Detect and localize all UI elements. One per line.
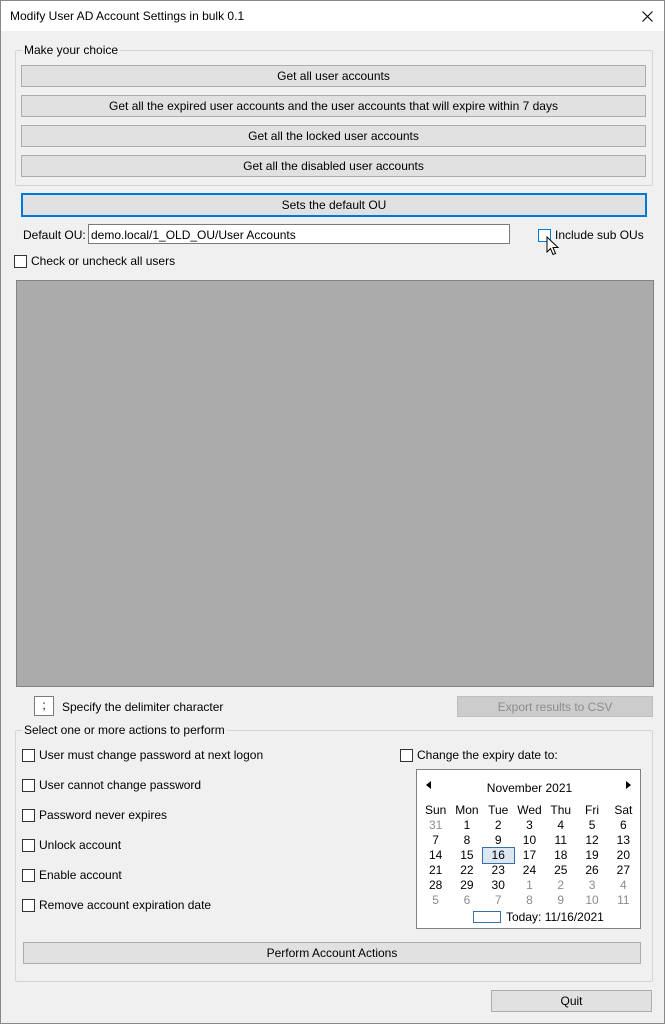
- change-expiry-label: Change the expiry date to:: [417, 748, 558, 762]
- include-sub-ous-label: Include sub OUs: [555, 228, 644, 242]
- calendar-week-row: [420, 878, 639, 893]
- calendar-month-label[interactable]: November 2021: [486, 781, 573, 795]
- weekday-label: Mon: [455, 803, 479, 817]
- calendar-day[interactable]: 1: [463, 818, 471, 832]
- calendar-day[interactable]: 11: [617, 893, 630, 907]
- calendar-day[interactable]: 11: [554, 833, 567, 847]
- cannot-change-password-label: User cannot change password: [39, 778, 202, 792]
- calendar-today-link[interactable]: [473, 910, 604, 924]
- calendar-day[interactable]: 1: [526, 878, 533, 892]
- calendar-day[interactable]: 10: [585, 893, 599, 907]
- calendar-day[interactable]: 17: [522, 848, 537, 862]
- cannot-change-password-checkbox[interactable]: [22, 779, 35, 792]
- calendar-day[interactable]: 25: [554, 863, 568, 877]
- calendar-day[interactable]: 26: [585, 863, 599, 877]
- weekday-label: Thu: [550, 803, 572, 817]
- calendar-week-row: [420, 818, 639, 833]
- calendar-day[interactable]: 8: [463, 833, 471, 847]
- calendar-day[interactable]: 7: [432, 833, 439, 847]
- users-grid[interactable]: [16, 280, 654, 687]
- calendar-day[interactable]: 8: [526, 893, 533, 907]
- calendar-day[interactable]: 6: [619, 818, 627, 832]
- check-all-users-checkbox[interactable]: [14, 255, 27, 268]
- remove-expiration-checkbox[interactable]: [22, 899, 35, 912]
- calendar-weekday-row: [420, 803, 639, 818]
- weekday-label: Fri: [585, 803, 600, 817]
- calendar-day[interactable]: 27: [616, 863, 630, 877]
- calendar-grid: [420, 803, 639, 908]
- set-default-ou-button[interactable]: Sets the default OU: [21, 193, 647, 217]
- export-csv-button[interactable]: Export results to CSV: [457, 696, 653, 717]
- calendar-week-row: [420, 848, 639, 863]
- calendar-day[interactable]: 10: [522, 833, 537, 847]
- default-ou-label: Default OU:: [23, 228, 86, 242]
- calendar-day[interactable]: 29: [460, 878, 474, 892]
- calendar-weeks: [420, 818, 639, 908]
- calendar-day[interactable]: 3: [588, 878, 596, 892]
- calendar-day[interactable]: 4: [619, 878, 627, 892]
- calendar-day[interactable]: 15: [460, 848, 474, 862]
- weekday-label: Sun: [424, 803, 447, 817]
- quit-button[interactable]: Quit: [491, 990, 652, 1012]
- calendar-day[interactable]: 9: [494, 833, 502, 847]
- calendar-day[interactable]: 24: [522, 863, 537, 877]
- calendar-day[interactable]: 7: [494, 893, 502, 907]
- choice-group-label: Make your choice: [24, 43, 119, 57]
- calendar-day[interactable]: 6: [463, 893, 471, 907]
- window-title: Modify User AD Account Settings in bulk 0.1: [10, 9, 245, 23]
- enable-account-label: Enable account: [39, 868, 122, 882]
- today-marker-icon: [473, 911, 501, 923]
- close-button[interactable]: [630, 1, 664, 31]
- calendar-day[interactable]: 19: [585, 848, 599, 862]
- get-all-users-button[interactable]: Get all user accounts: [21, 65, 646, 87]
- weekday-label: Sat: [614, 803, 633, 817]
- calendar-day[interactable]: 2: [494, 818, 502, 832]
- calendar-day[interactable]: 4: [557, 818, 565, 832]
- unlock-account-label: Unlock account: [39, 838, 122, 852]
- calendar-week-row: [420, 863, 639, 878]
- calendar-day[interactable]: 9: [557, 893, 565, 907]
- calendar-day[interactable]: 28: [428, 878, 443, 892]
- calendar-next-month-icon[interactable]: [626, 781, 631, 789]
- weekday-label: Tue: [488, 803, 509, 817]
- must-change-password-checkbox[interactable]: [22, 749, 35, 762]
- calendar-day[interactable]: 5: [588, 818, 596, 832]
- weekday-label: Wed: [517, 803, 542, 817]
- calendar-today-label: Today: 11/16/2021: [506, 910, 604, 924]
- default-ou-input[interactable]: demo.local/1_OLD_OU/User Accounts: [88, 224, 510, 244]
- enable-account-checkbox[interactable]: [22, 869, 35, 882]
- calendar-week-row: [420, 893, 639, 908]
- calendar-week-row: [420, 833, 639, 848]
- remove-expiration-label: Remove account expiration date: [39, 898, 212, 912]
- password-never-expires-label: Password never expires: [39, 808, 168, 822]
- mouse-pointer-icon: [546, 236, 560, 256]
- check-all-users-label: Check or uncheck all users: [31, 254, 176, 268]
- calendar-day[interactable]: 13: [616, 833, 630, 847]
- title-bar: [1, 1, 664, 31]
- close-icon: [642, 11, 653, 22]
- change-expiry-checkbox[interactable]: [400, 749, 413, 762]
- delimiter-input[interactable]: ;: [34, 696, 54, 716]
- calendar-day[interactable]: 31: [428, 818, 443, 832]
- calendar-day[interactable]: 21: [428, 863, 443, 877]
- perform-actions-button[interactable]: Perform Account Actions: [23, 942, 641, 964]
- calendar-day[interactable]: 18: [554, 848, 568, 862]
- calendar-day[interactable]: 20: [616, 848, 630, 862]
- calendar-day[interactable]: 14: [428, 848, 443, 862]
- calendar-day[interactable]: 30: [491, 878, 505, 892]
- get-expired-users-button[interactable]: Get all the expired user accounts and the user accounts that will expire within 7 days: [21, 95, 646, 117]
- calendar-day[interactable]: 23: [491, 863, 505, 877]
- expiry-calendar[interactable]: [416, 769, 641, 929]
- actions-group-label: Select one or more actions to perform: [24, 723, 225, 737]
- get-disabled-users-button[interactable]: Get all the disabled user accounts: [21, 155, 646, 177]
- delimiter-label: Specify the delimiter character: [62, 700, 224, 714]
- unlock-account-checkbox[interactable]: [22, 839, 35, 852]
- must-change-password-label: User must change password at next logon: [39, 748, 264, 762]
- calendar-day[interactable]: 12: [585, 833, 599, 847]
- get-locked-users-button[interactable]: Get all the locked user accounts: [21, 125, 646, 147]
- password-never-expires-checkbox[interactable]: [22, 809, 35, 822]
- calendar-day[interactable]: 16: [483, 848, 514, 863]
- calendar-day[interactable]: 22: [460, 863, 474, 877]
- calendar-day[interactable]: 5: [432, 893, 439, 907]
- calendar-day[interactable]: 3: [526, 818, 533, 832]
- calendar-day[interactable]: 2: [557, 878, 565, 892]
